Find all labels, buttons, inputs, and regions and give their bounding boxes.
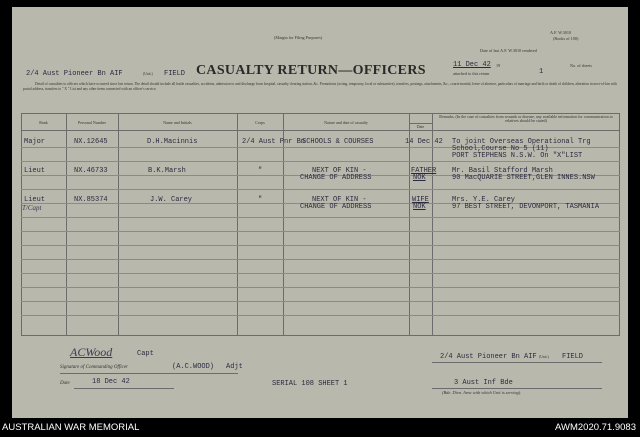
form-code: A.F. W.3010 (550, 30, 572, 35)
table-header-rule (21, 130, 620, 131)
signature-date: 18 Dec 42 (92, 378, 130, 386)
rule (21, 217, 620, 218)
row-corps: " (258, 196, 263, 204)
unit-name: 2/4 Aust Pioneer Bn AIF (26, 70, 123, 78)
header-nature: Nature and date of casualty (324, 120, 368, 125)
attached-label: attached to this return (453, 71, 490, 76)
row-remarks-line2: School,Course No 5 (11) (452, 145, 549, 153)
row-name: D.H.Macinnis (147, 138, 198, 146)
row-remarks-line2: 90 MacQUARIE STREET,GLEN INNES.NSW (452, 174, 595, 182)
footer-field-word: FIELD (562, 353, 584, 361)
row-nature: SCHOOLS & COURSES (302, 138, 374, 146)
row-date: WIFE (412, 196, 429, 204)
date-rendered-value: 11 Dec 42 (453, 61, 491, 69)
footer-unit-suffix: (Unit.) (539, 355, 549, 359)
row-remarks-line2: 97 BEST STREET, DEVONPORT, TASMANIA (452, 203, 600, 211)
rule (21, 273, 620, 274)
date-rendered-label: Date of last A.F. W.3010 rendered (480, 48, 537, 53)
row-remarks-line1: Mrs. Y.E. Carey (452, 196, 516, 204)
margin-note: (Margin for Filing Purposes) (274, 35, 323, 40)
row-nature-line2: CHANGE OF ADDRESS (300, 203, 372, 211)
sheets-value: 1 (539, 68, 544, 76)
signatory-rank: Capt (137, 350, 154, 358)
date-rule (74, 388, 174, 389)
row-date-line2: NOK (413, 174, 426, 182)
date-label: Date (60, 381, 70, 386)
brigade-name: 3 Aust Inf Bde (454, 379, 513, 387)
signature-rule (60, 373, 238, 374)
rule (21, 301, 620, 302)
rule (21, 287, 620, 288)
table-bottom-rule (21, 335, 620, 336)
form-title: CASUALTY RETURN—OFFICERS (196, 63, 426, 78)
signature-label: Signature of Commanding Officer (60, 365, 129, 370)
row-name: B.K.Marsh (148, 167, 186, 175)
signatory-name: (A.C.WOOD) (172, 363, 215, 371)
sheets-label: No. of sheets (570, 63, 592, 68)
row-name: J.W. Carey (150, 196, 193, 204)
row-number: NX.85374 (74, 196, 108, 204)
row-number: NX.46733 (74, 167, 108, 175)
row-nature: NEXT OF KIN - (312, 167, 367, 175)
header-corps: Corps (255, 120, 265, 125)
archive-reference: AWM2020.71.9083 (555, 422, 636, 433)
row-nature-line2: CHANGE OF ADDRESS (300, 174, 372, 182)
row-number: NX.12645 (74, 138, 108, 146)
header-rank: Rank (39, 120, 48, 125)
footer-unit-name: 2/4 Aust Pioneer Bn AIF (440, 353, 537, 361)
row-date-line2: NOK (413, 203, 426, 211)
form-sheet (12, 7, 628, 418)
rule (21, 161, 620, 162)
form-instructions: Detail of casualties to officers which have occurred since last return. The detail should include all battle casualties, accidents, admission to and discharge from hospital, casualty clearing station, &c. Promotions (acting, temporary, local or substantive), transfers, postings, attachments, &c., courts-martial, leave of absence, particulars of marriage and birth or death of children, alteration in next-of-kin with postal address, transfers to " X " List and any other items connected with an officer's service. (23, 82, 617, 92)
rule (21, 189, 620, 190)
rule (21, 231, 620, 232)
books-note: (Books of 100) (553, 36, 579, 41)
field-word: FIELD (164, 70, 186, 78)
row-remarks-line3: PORT STEPHENS N.S.W. On "X"LIST (452, 152, 583, 160)
rule (21, 315, 620, 316)
row-remarks-line1: Mr. Basil Stafford Marsh (452, 167, 553, 175)
brigade-note: (Bde. Divn. Area with which Unit is serving). (442, 390, 522, 395)
year-suffix: 19 (496, 63, 501, 68)
header-name: Name and Initials (163, 120, 192, 125)
header-date: Date (416, 124, 425, 129)
header-number: Personal Number (78, 120, 106, 125)
unit-rule (432, 362, 602, 363)
unit-suffix: (Unit.) (143, 72, 153, 76)
brigade-rule (432, 388, 602, 389)
header-remarks: Remarks. (In the case of casualties from wounds or disease, any available information for communication to relatives should be stated) (439, 114, 613, 124)
row-nature: NEXT OF KIN - (312, 196, 367, 204)
archive-name: AUSTRALIAN WAR MEMORIAL (2, 422, 140, 433)
row-date: FATHER (411, 167, 437, 175)
row-remarks-line1: To joint Overseas Operational Trg (452, 138, 591, 146)
row-corps: " (258, 167, 263, 175)
row-date: 14 Dec 42 (405, 138, 443, 146)
row-rank: Lieut (24, 196, 46, 204)
row-corps: 2/4 Aust Pnr Bn (242, 138, 306, 146)
row-rank: Lieut (24, 167, 46, 175)
signatory-appointment: Adjt (226, 363, 243, 371)
row-annotation: T/Capt (22, 204, 42, 212)
archive-footer (0, 418, 640, 437)
rule (21, 245, 620, 246)
rule (21, 259, 620, 260)
handwritten-signature: ACWood (70, 345, 113, 359)
row-rank: Major (24, 138, 46, 146)
serial-sheet: SERIAL 108 SHEET 1 (272, 380, 348, 388)
